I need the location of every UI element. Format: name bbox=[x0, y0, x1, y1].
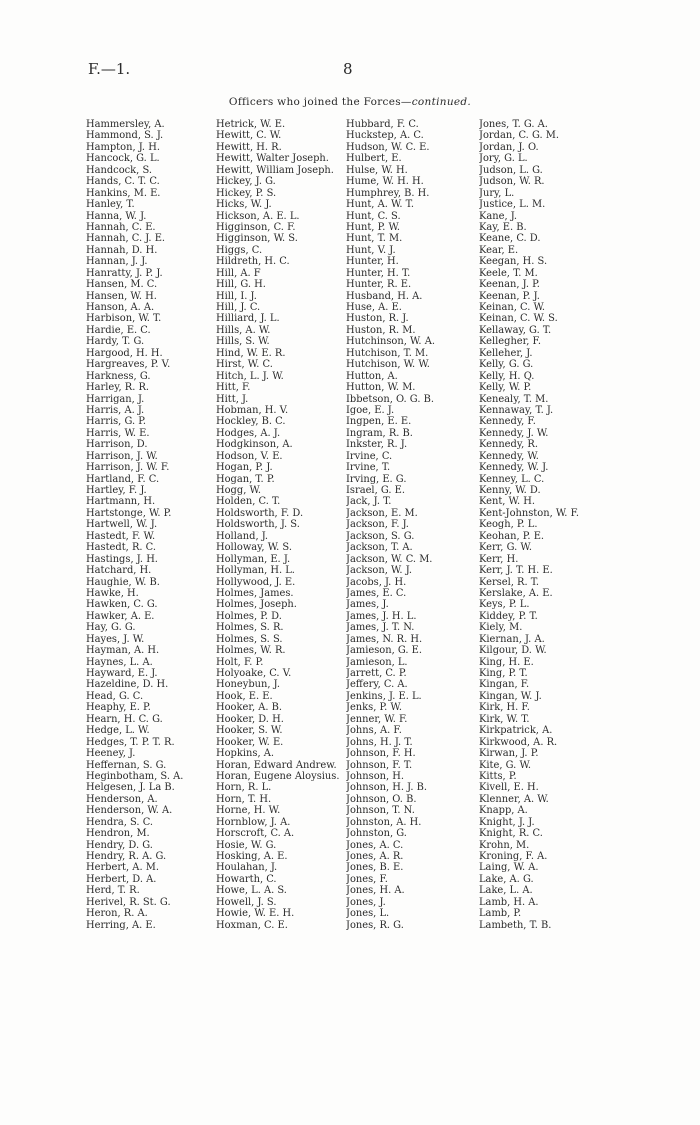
officer-name: Hitt, J. bbox=[216, 393, 249, 405]
officer-name: Johnston, A. H. bbox=[346, 816, 422, 828]
officer-name: Jones, A. R. bbox=[346, 851, 404, 862]
officer-name: Hazeldine, D. H. bbox=[86, 679, 169, 691]
officer-name: Huckstep, A. C. bbox=[346, 130, 424, 142]
officer-name: Jacobs, J. H. bbox=[346, 576, 407, 588]
officer-name: Keele, T. M. bbox=[479, 267, 538, 279]
officer-name: Kirk, H. F. bbox=[479, 702, 530, 714]
section-heading bbox=[0, 96, 700, 108]
officer-name: Kroning, F. A. bbox=[479, 851, 548, 862]
officer-name: Kennedy, W. bbox=[479, 450, 539, 462]
officer-name: Johns, H. J. T. bbox=[346, 736, 413, 748]
officer-name: Hooker, D. H. bbox=[216, 713, 284, 725]
officer-name: Hatchard, H. bbox=[86, 565, 152, 577]
officer-name: Jones, H. A. bbox=[346, 885, 405, 897]
officer-name: Howe, L. A. S. bbox=[216, 885, 287, 897]
officer-name: Holloway, W. S. bbox=[216, 542, 292, 554]
officer-name: Hildreth, H. C. bbox=[216, 256, 290, 268]
officer-name: Holmes, James. bbox=[216, 587, 294, 599]
officer-name: Higginson, W. S. bbox=[216, 233, 298, 245]
officer-name: Judson, W. R. bbox=[479, 176, 545, 188]
officer-name: Herbert, A. M. bbox=[86, 862, 159, 874]
officer-name: Helgesen, J. La B. bbox=[86, 782, 175, 794]
officer-name: Holmes, W. R. bbox=[216, 645, 286, 657]
officer-name: Kirkpatrick, A. bbox=[479, 725, 553, 737]
officer-name: Holden, C. T. bbox=[216, 496, 281, 508]
officer-name: Hollyman, H. L. bbox=[216, 565, 295, 577]
officer-name: James, E. C. bbox=[346, 587, 407, 599]
officer-name: Head, G. C. bbox=[86, 690, 144, 702]
officer-name: Horn, R. L. bbox=[216, 782, 272, 794]
officer-name: Howie, W. E. H. bbox=[216, 908, 295, 920]
officer-name: Johnson, H. bbox=[346, 770, 405, 782]
officer-name: Hearn, H. C. G. bbox=[86, 713, 163, 725]
officer-name: Hunt, V. J. bbox=[346, 244, 396, 256]
officer-name: Haughie, W. B. bbox=[86, 576, 160, 588]
officer-name: Johns, A. F. bbox=[346, 725, 402, 737]
officer-name: Jackson, S. G. bbox=[346, 530, 415, 542]
officer-name: Hastedt, F. W. bbox=[86, 530, 156, 542]
officer-name: Kear, E. bbox=[479, 244, 519, 256]
officer-name: Heaphy, E. P. bbox=[86, 702, 151, 714]
officer-name: Ibbetson, O. G. B. bbox=[346, 393, 435, 405]
officer-name: Hewitt, William Joseph. bbox=[216, 164, 334, 176]
officer-name: Kelly, H. Q. bbox=[479, 370, 535, 382]
officer-name: Herbert, D. A. bbox=[86, 873, 157, 885]
officer-name: Jackson, T. A. bbox=[346, 542, 413, 554]
officer-name: Hodgkinson, A. bbox=[216, 439, 293, 451]
officer-name: Jarrett, C. P. bbox=[346, 668, 407, 679]
officer-name: Inkster, R. J. bbox=[346, 439, 408, 451]
heading-continued: continued. bbox=[411, 96, 472, 108]
officer-name: Kay, E. B. bbox=[479, 221, 527, 233]
officer-name: Holmes, S. R. bbox=[216, 622, 284, 634]
officer-name: Honeybun, J. bbox=[216, 679, 280, 691]
officer-name: Hendry, R. A. G. bbox=[86, 851, 167, 862]
officer-name: Ingram, R. B. bbox=[346, 427, 413, 439]
officer-name: Kilgour, D. W. bbox=[479, 645, 547, 657]
officer-name: Hardy, T. G. bbox=[86, 336, 145, 348]
officer-name: Heron, R. A. bbox=[86, 908, 148, 920]
officer-name: Hunter, H. bbox=[346, 256, 399, 268]
officer-name: Herivel, R. St. G. bbox=[86, 896, 171, 908]
officer-name: Harris, A. J. bbox=[86, 404, 145, 416]
officer-name: Kane, J. bbox=[479, 210, 518, 222]
officer-name: Jackson, E. M. bbox=[346, 507, 418, 519]
officer-name: Hudson, W. C. E. bbox=[346, 141, 430, 153]
officer-name: Herd, T. R. bbox=[86, 885, 140, 897]
officer-name: Higginson, C. F. bbox=[216, 221, 296, 233]
officer-name: Hornblow, J. A. bbox=[216, 816, 291, 828]
officer-name: Houlahan, J. bbox=[216, 862, 278, 874]
officer-name: James, N. R. H. bbox=[346, 633, 423, 645]
officer-name: Jury, L. bbox=[479, 187, 515, 199]
officer-name: Hosking, A. E. bbox=[216, 851, 288, 862]
officer-name: Henderson, A. bbox=[86, 793, 158, 805]
officer-name: Johnson, F. T. bbox=[346, 759, 413, 771]
officer-name: Keegan, H. S. bbox=[479, 256, 548, 268]
officer-name: Howell, J. S. bbox=[216, 896, 277, 908]
officer-name: Jackson, F. J. bbox=[346, 519, 409, 531]
officer-name: Hanley, T. bbox=[86, 199, 135, 211]
officer-name: Higgs, C. bbox=[216, 244, 263, 256]
officer-name: Kennedy, R. bbox=[479, 439, 538, 451]
officer-name: Jones, T. G. A. bbox=[479, 119, 548, 130]
officer-name: Lambeth, T. B. bbox=[479, 919, 552, 931]
officer-name: Hollyman, E. J. bbox=[216, 553, 291, 565]
officer-name: Hills, A. W. bbox=[216, 324, 271, 336]
officer-name: Hastings, J. H. bbox=[86, 553, 158, 565]
officer-name: Heeney, J. bbox=[86, 748, 136, 760]
name-column-4 bbox=[479, 119, 619, 931]
officer-name: Hawker, A. E. bbox=[86, 610, 155, 622]
name-column-2 bbox=[216, 119, 344, 931]
officer-name: Knapp, A. bbox=[479, 805, 528, 817]
officer-name: Hargood, H. H. bbox=[86, 347, 163, 359]
officer-name: Keinan, C. W. S. bbox=[479, 313, 558, 325]
officer-name: Hardie, E. C. bbox=[86, 324, 151, 336]
officer-name: Horscroft, C. A. bbox=[216, 828, 295, 840]
officer-name: Hickey, J. G. bbox=[216, 176, 276, 188]
officer-name: Husband, H. A. bbox=[346, 290, 423, 302]
name-column-1 bbox=[86, 119, 212, 931]
officer-name: Hills, S. W. bbox=[216, 336, 270, 348]
officer-name: Laing, W. A. bbox=[479, 862, 539, 874]
officer-name: Hitch, L. J. W. bbox=[216, 370, 284, 382]
officer-name: Heffernan, S. G. bbox=[86, 759, 167, 771]
officer-name: Hodges, A. J. bbox=[216, 427, 281, 439]
officer-name: Hill, G. H. bbox=[216, 279, 266, 291]
officer-name: Kelly, G. G. bbox=[479, 359, 534, 371]
officer-name: Hartland, F. C. bbox=[86, 473, 160, 485]
officer-name: Jones, L. bbox=[346, 908, 390, 920]
officer-name: Hargreaves, P. V. bbox=[86, 359, 171, 371]
officer-name: Hedge, L. W. bbox=[86, 725, 150, 737]
officer-name: Jamieson, G. E. bbox=[346, 645, 423, 657]
officer-name: Hill, J. C. bbox=[216, 302, 261, 313]
officer-name: Jeffery, C. A. bbox=[346, 679, 408, 691]
officer-name: Jackson, W. J. bbox=[346, 565, 413, 577]
officer-name: Jenner, W. F. bbox=[346, 713, 408, 725]
officer-name: Lamb, H. A. bbox=[479, 896, 539, 908]
officer-name: Jones, J. bbox=[346, 896, 386, 908]
officer-name: Hunt, T. M. bbox=[346, 233, 403, 245]
officer-name: Hampton, J. H. bbox=[86, 141, 160, 153]
officer-name: Keohan, P. E. bbox=[479, 530, 545, 542]
officer-name: Handcock, S. bbox=[86, 164, 152, 176]
officer-name: Hansen, W. H. bbox=[86, 290, 157, 302]
officer-name: Hitt, F. bbox=[216, 382, 251, 394]
officer-name: Kivell, E. H. bbox=[479, 782, 539, 794]
officer-name: Harrison, J. W. bbox=[86, 450, 158, 462]
officer-name: Kent, W. H. bbox=[479, 496, 536, 508]
officer-name: Hutchison, W. W. bbox=[346, 359, 430, 371]
officer-name: Hooker, A. B. bbox=[216, 702, 283, 714]
officer-name: Harris, W. E. bbox=[86, 427, 150, 439]
officer-name: Lamb, P. bbox=[479, 908, 522, 920]
officer-name: Kellegher, F. bbox=[479, 336, 542, 348]
officer-name: Jenkins, J. E. L. bbox=[346, 690, 422, 702]
officer-name: Kerr, J. T. H. E. bbox=[479, 565, 553, 577]
officer-name: Irvine, C. bbox=[346, 450, 393, 462]
officer-name: Keinan, C. W. bbox=[479, 302, 546, 313]
officer-name: Horan, Edward Andrew. bbox=[216, 759, 337, 771]
officer-name: Hunt, C. S. bbox=[346, 210, 401, 222]
officer-name: Hanna, W. J. bbox=[86, 210, 147, 222]
officer-name: Ingpen, E. E. bbox=[346, 416, 412, 428]
officer-name: Hulbert, E. bbox=[346, 153, 402, 165]
officer-name: Hartwell, W. J. bbox=[86, 519, 158, 531]
officer-name: Hendra, S. C. bbox=[86, 816, 154, 828]
officer-name: Huse, A. E. bbox=[346, 302, 402, 313]
officer-name: Haynes, L. A. bbox=[86, 656, 153, 668]
officer-name: Hannah, C. J. E. bbox=[86, 233, 166, 245]
officer-name: Hansen, M. C. bbox=[86, 279, 158, 291]
officer-name: Kitts, P. bbox=[479, 770, 517, 782]
officer-name: Kingan, F. bbox=[479, 679, 530, 691]
officer-name: Jenks, P. W. bbox=[346, 702, 402, 714]
officer-name: Kenealy, T. M. bbox=[479, 393, 549, 405]
officer-name: Hutton, A. bbox=[346, 370, 398, 382]
officer-name: Harkness, G. bbox=[86, 370, 151, 382]
officer-name: Hosie, W. G. bbox=[216, 839, 277, 851]
officer-name: Horn, T. H. bbox=[216, 793, 272, 805]
officer-name: Holmes, S. S. bbox=[216, 633, 283, 645]
officer-name: Herring, A. E. bbox=[86, 919, 156, 931]
officer-name: Hickson, A. E. L. bbox=[216, 210, 300, 222]
officer-name: Hewitt, C. W. bbox=[216, 130, 282, 142]
officer-name: Hayes, J. W. bbox=[86, 633, 145, 645]
officer-name: Huston, R. M. bbox=[346, 324, 416, 336]
officer-name: Judson, L. G. bbox=[479, 164, 543, 176]
officer-name: Hendry, D. G. bbox=[86, 839, 153, 851]
officer-name: Henderson, W. A. bbox=[86, 805, 173, 817]
officer-name: Kiddey, P. T. bbox=[479, 610, 538, 622]
officer-name: Jackson, W. C. M. bbox=[346, 553, 433, 565]
page-number: 8 bbox=[343, 60, 353, 78]
officer-name: Kirkwood, A. R. bbox=[479, 736, 558, 748]
officer-name: Kirwan, J. P. bbox=[479, 748, 539, 760]
officer-name: Kirk, W. T. bbox=[479, 713, 530, 725]
officer-name: Jones, F. bbox=[346, 873, 388, 885]
officer-name: Kerslake, A. E. bbox=[479, 587, 553, 599]
officer-name: Hay, G. G. bbox=[86, 622, 136, 634]
officer-name: Kent-Johnston, W. F. bbox=[479, 507, 580, 519]
officer-name: Jordan, J. O. bbox=[479, 141, 539, 153]
officer-name: Hogan, P. J. bbox=[216, 462, 273, 474]
officer-name: Kersel, R. T. bbox=[479, 576, 540, 588]
officer-name: Irving, E. G. bbox=[346, 473, 407, 485]
officer-name: Jamieson, L. bbox=[346, 656, 408, 668]
officer-name: Hubbard, F. C. bbox=[346, 119, 419, 130]
officer-name: Kenney, L. C. bbox=[479, 473, 545, 485]
officer-name: Kingan, W. J. bbox=[479, 690, 542, 702]
officer-name: Hogg, W. bbox=[216, 485, 262, 496]
officer-name: Hannan, J. J. bbox=[86, 256, 148, 268]
officer-name: Hodson, V. E. bbox=[216, 450, 283, 462]
officer-name: Jack, J. T. bbox=[346, 496, 392, 508]
officer-name: Jordan, C. G. M. bbox=[479, 130, 560, 142]
officer-name: Hammond, S. J. bbox=[86, 130, 164, 142]
officer-name: Hartley, F. J. bbox=[86, 485, 147, 496]
officer-name: Kennedy, J. W. bbox=[479, 427, 549, 439]
officer-name: Hutchison, T. M. bbox=[346, 347, 429, 359]
officer-name: Jones, B. E. bbox=[346, 862, 404, 874]
officer-name: Humphrey, B. H. bbox=[346, 187, 430, 199]
officer-name: Kennedy, F. bbox=[479, 416, 536, 428]
officer-name: Holdsworth, J. S. bbox=[216, 519, 300, 531]
officer-name: Hilliard, J. L. bbox=[216, 313, 280, 325]
officer-name: Knight, J. J. bbox=[479, 816, 535, 828]
officer-name: Hayward, E. J. bbox=[86, 668, 158, 679]
officer-name: Kelleher, J. bbox=[479, 347, 533, 359]
officer-name: Hobman, H. V. bbox=[216, 404, 289, 416]
officer-name: Hewitt, Walter Joseph. bbox=[216, 153, 329, 165]
officer-name: Holyoake, C. V. bbox=[216, 668, 292, 679]
officer-name: Johnson, T. N. bbox=[346, 805, 415, 817]
officer-name: Kennedy, W. J. bbox=[479, 462, 549, 474]
officer-name: Kenny, W. D. bbox=[479, 485, 541, 496]
name-column-3 bbox=[346, 119, 474, 931]
officer-name: Kerr, G. W. bbox=[479, 542, 532, 554]
officer-name: Hutchinson, W. A. bbox=[346, 336, 435, 348]
officer-name: Kiely, M. bbox=[479, 622, 523, 634]
officer-name: King, P. T. bbox=[479, 668, 528, 679]
officer-name: Harris, G. P. bbox=[86, 416, 147, 428]
officer-name: Israel, G. E. bbox=[346, 485, 406, 496]
officer-name: Hoxman, C. E. bbox=[216, 919, 288, 931]
officer-name: Hawken, C. G. bbox=[86, 599, 158, 611]
officer-name: Howarth, C. bbox=[216, 873, 277, 885]
officer-name: Hancock, G. L. bbox=[86, 153, 160, 165]
officer-name: Hankins, M. E. bbox=[86, 187, 161, 199]
officer-name: Hulse, W. H. bbox=[346, 164, 408, 176]
officer-name: Hook, E. E. bbox=[216, 690, 273, 702]
officer-name: Hartmann, H. bbox=[86, 496, 156, 508]
officer-name: Hockley, B. C. bbox=[216, 416, 286, 428]
officer-name: Jones, R. G. bbox=[346, 919, 404, 931]
officer-name: Holland, J. bbox=[216, 530, 269, 542]
heading-text: Officers who joined the Forces— bbox=[228, 96, 412, 108]
officer-name: Johnson, F. H. bbox=[346, 748, 416, 760]
officer-name: Justice, L. M. bbox=[479, 199, 546, 211]
officer-name: Hayman, A. H. bbox=[86, 645, 160, 657]
officer-name: Keenan, P. J. bbox=[479, 290, 540, 302]
officer-name: Hanson, A. A. bbox=[86, 302, 155, 313]
officer-name: Kelly, W. P. bbox=[479, 382, 532, 394]
officer-name: Jones, A. C. bbox=[346, 839, 404, 851]
officer-name: Hartstonge, W. P. bbox=[86, 507, 172, 519]
officer-name: Knight, R. C. bbox=[479, 828, 543, 840]
officer-name: Hastedt, R. C. bbox=[86, 542, 157, 554]
officer-name: Keogh, P. L. bbox=[479, 519, 538, 531]
officer-name: Johnson, H. J. B. bbox=[346, 782, 428, 794]
officer-name: Hill, A. F bbox=[216, 267, 261, 279]
officer-name: Horne, H. W. bbox=[216, 805, 281, 817]
officer-name: Harrison, J. W. F. bbox=[86, 462, 170, 474]
officer-name: James, J. bbox=[346, 599, 389, 611]
officer-name: Hunt, P. W. bbox=[346, 221, 401, 233]
officer-name: Klenner, A. W. bbox=[479, 793, 549, 805]
officer-name: Hind, W. E. R. bbox=[216, 347, 286, 359]
officer-name: Hicks, W. J. bbox=[216, 199, 272, 211]
officer-name: Johnson, O. B. bbox=[346, 793, 417, 805]
officer-name: Hunter, R. E. bbox=[346, 279, 412, 291]
officer-name: Harbison, W. T. bbox=[86, 313, 162, 325]
officer-name: Horan, Eugene Aloysius. bbox=[216, 770, 340, 782]
officer-name: Huston, R. J. bbox=[346, 313, 409, 325]
officer-name: Kellaway, G. T. bbox=[479, 324, 552, 336]
officer-name: Keenan, J. P. bbox=[479, 279, 540, 291]
officer-name: Hammersley, A. bbox=[86, 119, 165, 130]
officer-name: Hume, W. H. H. bbox=[346, 176, 424, 188]
officer-name: James, J. T. N. bbox=[346, 622, 415, 634]
officer-name: Kiernan, J. A. bbox=[479, 633, 545, 645]
officer-name: Harley, R. R. bbox=[86, 382, 150, 394]
officer-name: Hands, C. T. C. bbox=[86, 176, 160, 188]
officer-name: Lake, L. A. bbox=[479, 885, 533, 897]
officer-name: Harrison, D. bbox=[86, 439, 148, 451]
officer-name: Hooker, S. W. bbox=[216, 725, 283, 737]
officer-name: Hooker, W. E. bbox=[216, 736, 284, 748]
officer-name: Hunt, A. W. T. bbox=[346, 199, 414, 211]
officer-name: Hunter, H. T. bbox=[346, 267, 411, 279]
officer-name: Kennaway, T. J. bbox=[479, 404, 554, 416]
officer-name: Hollywood, J. E. bbox=[216, 576, 296, 588]
officer-name: Hopkins, A. bbox=[216, 748, 274, 760]
officer-name: Holdsworth, F. D. bbox=[216, 507, 304, 519]
officer-name: Holmes, Joseph. bbox=[216, 599, 297, 611]
officer-name: Hetrick, W. E. bbox=[216, 119, 286, 130]
officer-name: Jory, G. L. bbox=[479, 153, 528, 165]
officer-name: Hannah, D. H. bbox=[86, 244, 158, 256]
officer-name: Hanratty, J. P. J. bbox=[86, 267, 163, 279]
officer-name: Hannah, C. E. bbox=[86, 221, 156, 233]
officer-name: Hewitt, H. R. bbox=[216, 141, 282, 153]
officer-name: Kite, G. W. bbox=[479, 759, 531, 771]
officer-name: Harrigan, J. bbox=[86, 393, 145, 405]
officer-name: Lake, A. G. bbox=[479, 873, 534, 885]
officer-name: Irvine, T. bbox=[346, 462, 391, 474]
officer-name: Keys, P. L. bbox=[479, 599, 530, 611]
officer-name: Hickey, P. S. bbox=[216, 187, 277, 199]
officer-name: King, H. E. bbox=[479, 656, 534, 668]
officer-name: Holmes, P. D. bbox=[216, 610, 282, 622]
officer-name: Hedges, T. P. T. R. bbox=[86, 736, 175, 748]
officer-name: Holt, F. P. bbox=[216, 656, 264, 668]
officer-name: Hawke, H. bbox=[86, 587, 139, 599]
officer-name: Igoe, E. J. bbox=[346, 404, 395, 416]
officer-name: James, J. H. L. bbox=[346, 610, 417, 622]
officer-name: Keane, C. D. bbox=[479, 233, 541, 245]
officer-name: Krohn, M. bbox=[479, 839, 530, 851]
officer-name: Heginbotham, S. A. bbox=[86, 770, 184, 782]
officer-name: Johnston, G. bbox=[346, 828, 407, 840]
officer-name: Hill, I. J. bbox=[216, 290, 257, 302]
document-reference: F.—1. bbox=[88, 60, 131, 78]
officer-name: Hendron, M. bbox=[86, 828, 150, 840]
officer-name: Hutton, W. M. bbox=[346, 382, 416, 394]
officer-name: Hirst, W. C. bbox=[216, 359, 273, 371]
officer-name: Hogan, T. P. bbox=[216, 473, 275, 485]
officer-name: Kerr, H. bbox=[479, 553, 519, 565]
